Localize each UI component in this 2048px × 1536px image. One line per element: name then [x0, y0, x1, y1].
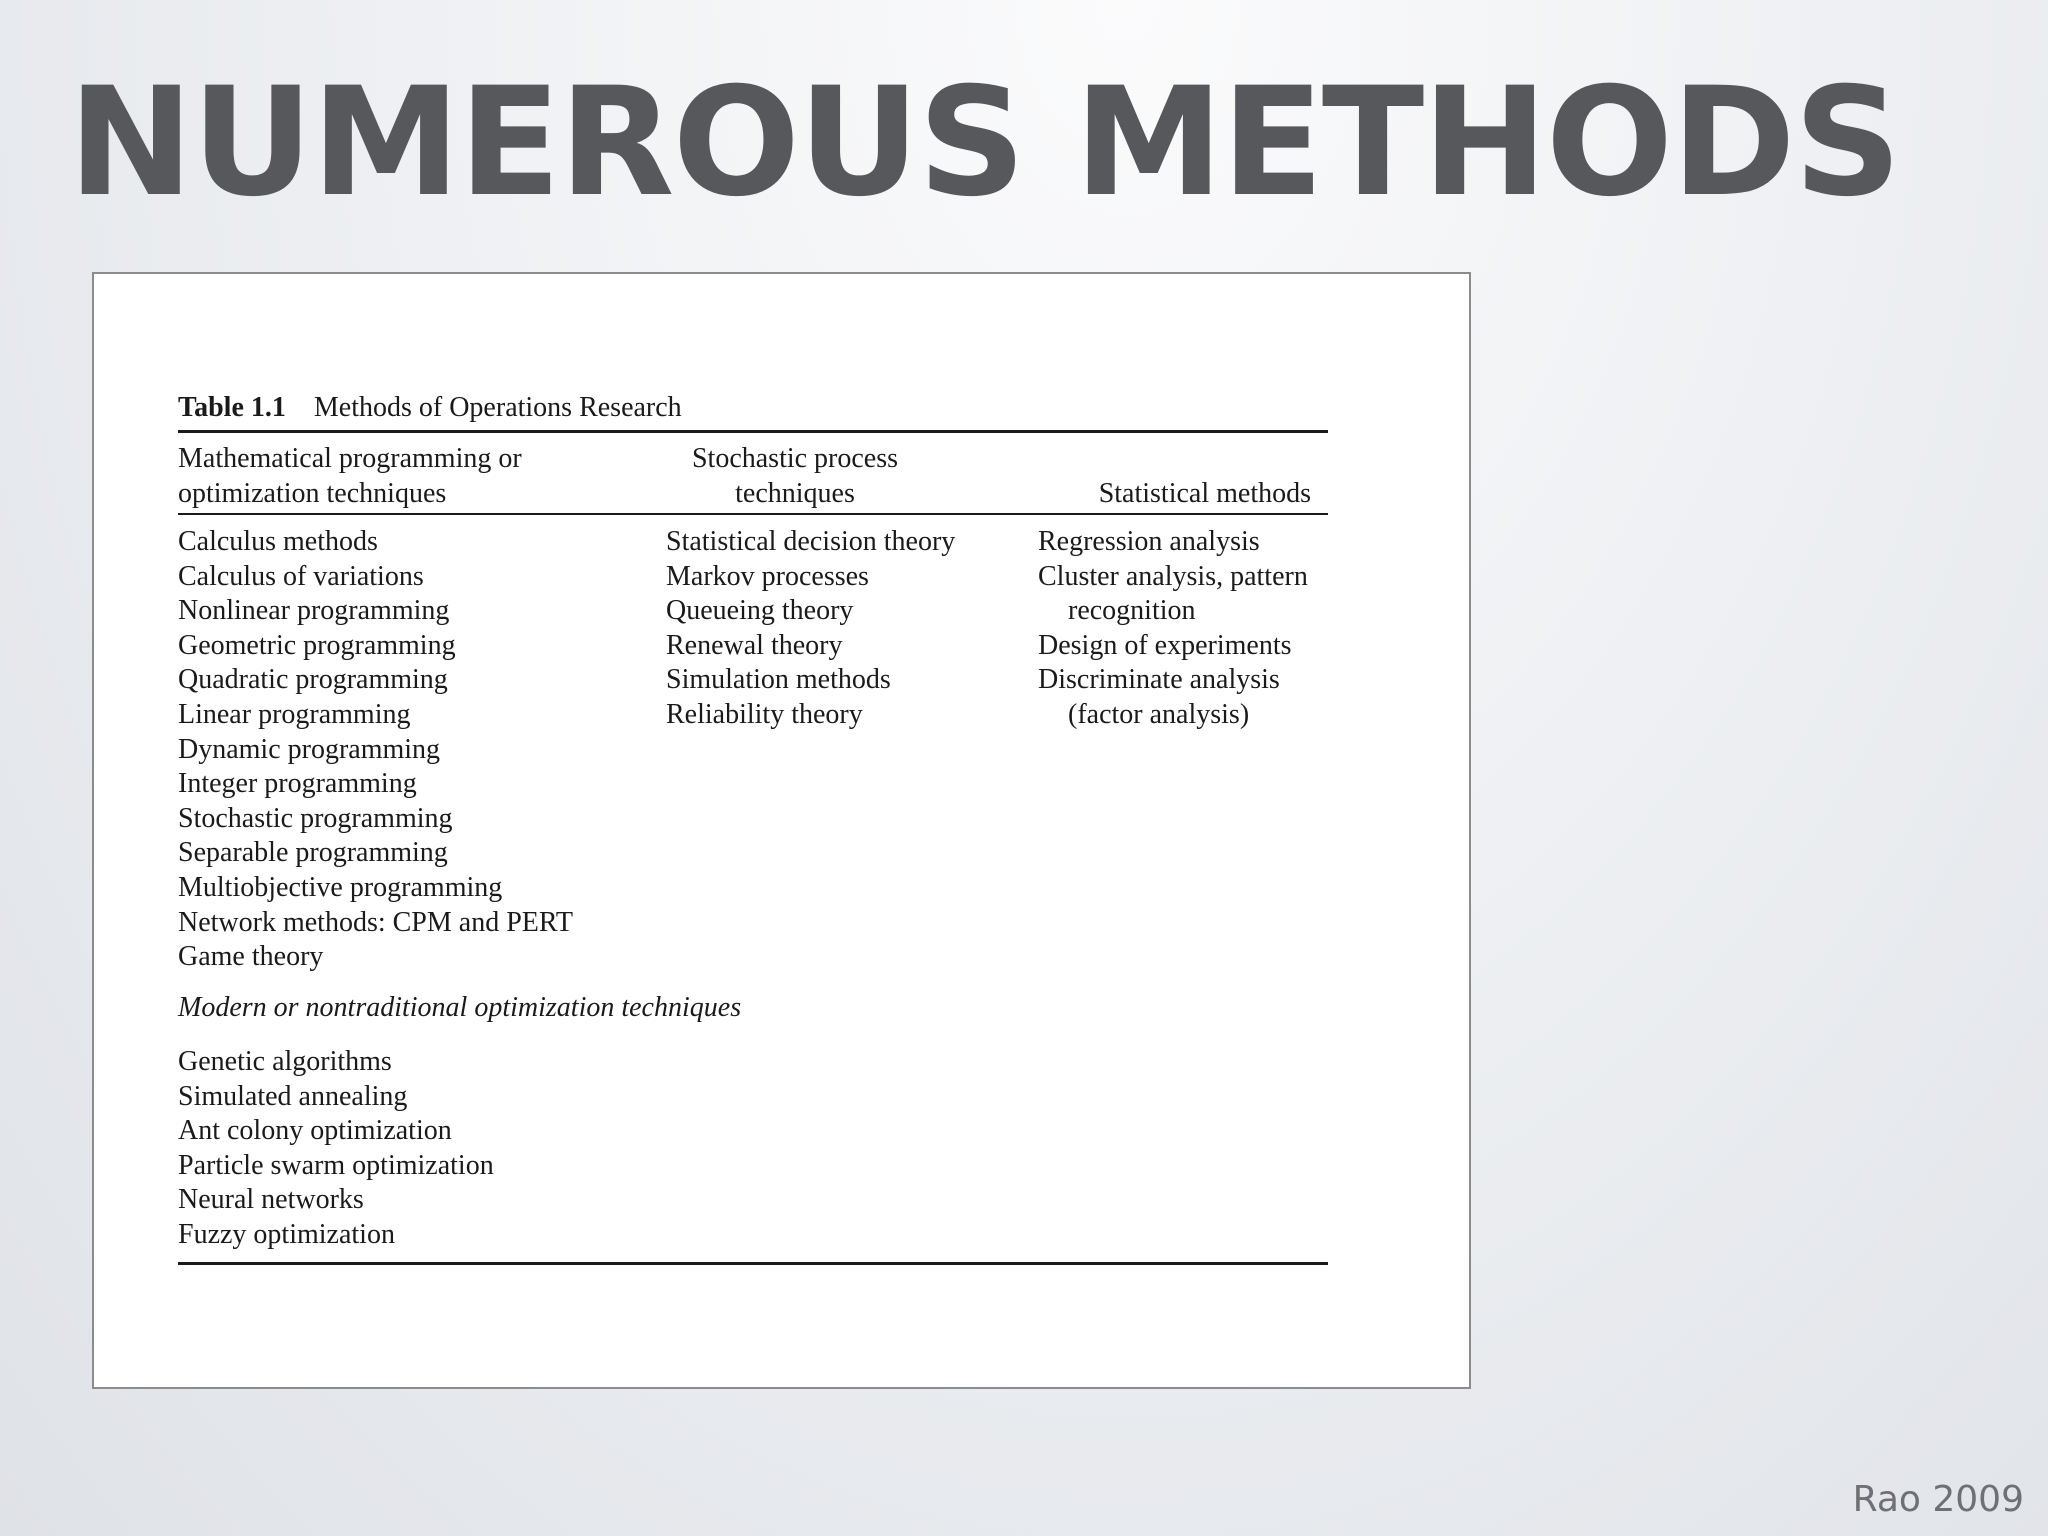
column-modern-techniques [178, 1045, 1328, 1253]
list-item: Calculus of variations [178, 560, 424, 592]
header-stochastic-process: Stochastic process techniques [691, 443, 899, 509]
table-image-frame [92, 272, 1471, 1389]
list-item: Stochastic programming [178, 802, 453, 834]
column-stochastic-process [666, 525, 955, 733]
table-caption-text: Methods of Operations Research [313, 392, 682, 423]
list-item: Calculus methods [178, 526, 378, 557]
header-mathematical-programming: Mathematical programming or optimization techniques [178, 443, 522, 509]
list-item: Genetic algorithms [178, 1046, 392, 1077]
list-item: Game theory [178, 941, 324, 973]
table-caption [178, 386, 1328, 430]
list-item: Quadratic programming [178, 664, 448, 696]
list-item: Integer programming [178, 768, 417, 800]
list-item: Network methods: CPM and PERT [178, 906, 573, 938]
list-item: Markov processes [666, 560, 869, 592]
list-item: Queueing theory [666, 595, 854, 627]
bottom-rule [178, 1262, 1328, 1265]
list-item: Regression analysis [1038, 526, 1260, 557]
table-header-row [178, 433, 1328, 513]
header-statistical-methods: Statistical methods [1098, 478, 1311, 509]
list-item: Fuzzy optimization [178, 1218, 395, 1250]
modern-techniques-heading: Modern or nontraditional optimization techniques [178, 992, 742, 1023]
table-caption-label: Table 1.1 [178, 392, 286, 423]
slide-title: NUMEROUS METHODS [68, 56, 1900, 230]
list-item: Renewal theory [666, 629, 843, 661]
list-item: Reliability theory [666, 698, 863, 730]
table-body [178, 515, 1328, 983]
list-item: Dynamic programming [178, 733, 441, 765]
column-statistical-methods [1038, 525, 1308, 733]
list-item: Linear programming [178, 698, 411, 730]
list-item: Simulated annealing [178, 1080, 408, 1112]
list-item: Multiobjective programming [178, 871, 503, 903]
list-item: Design of experiments [1038, 629, 1292, 661]
list-item: (factor analysis) [1068, 698, 1250, 730]
list-item: Geometric programming [178, 629, 456, 661]
list-item: recognition [1068, 595, 1196, 627]
methods-table [178, 386, 1328, 1265]
list-item: Particle swarm optimization [178, 1149, 494, 1181]
list-item: Neural networks [178, 1184, 364, 1216]
list-item: Cluster analysis, pattern [1038, 560, 1308, 592]
list-item: Statistical decision theory [666, 526, 956, 557]
list-item: Separable programming [178, 837, 448, 869]
source-credit: Rao 2009 [1852, 1479, 2024, 1520]
list-item: Simulation methods [666, 664, 891, 696]
column-mathematical-programming [178, 525, 573, 975]
list-item: Nonlinear programming [178, 595, 450, 627]
list-item: Ant colony optimization [178, 1115, 452, 1147]
list-item: Discriminate analysis [1038, 664, 1280, 696]
